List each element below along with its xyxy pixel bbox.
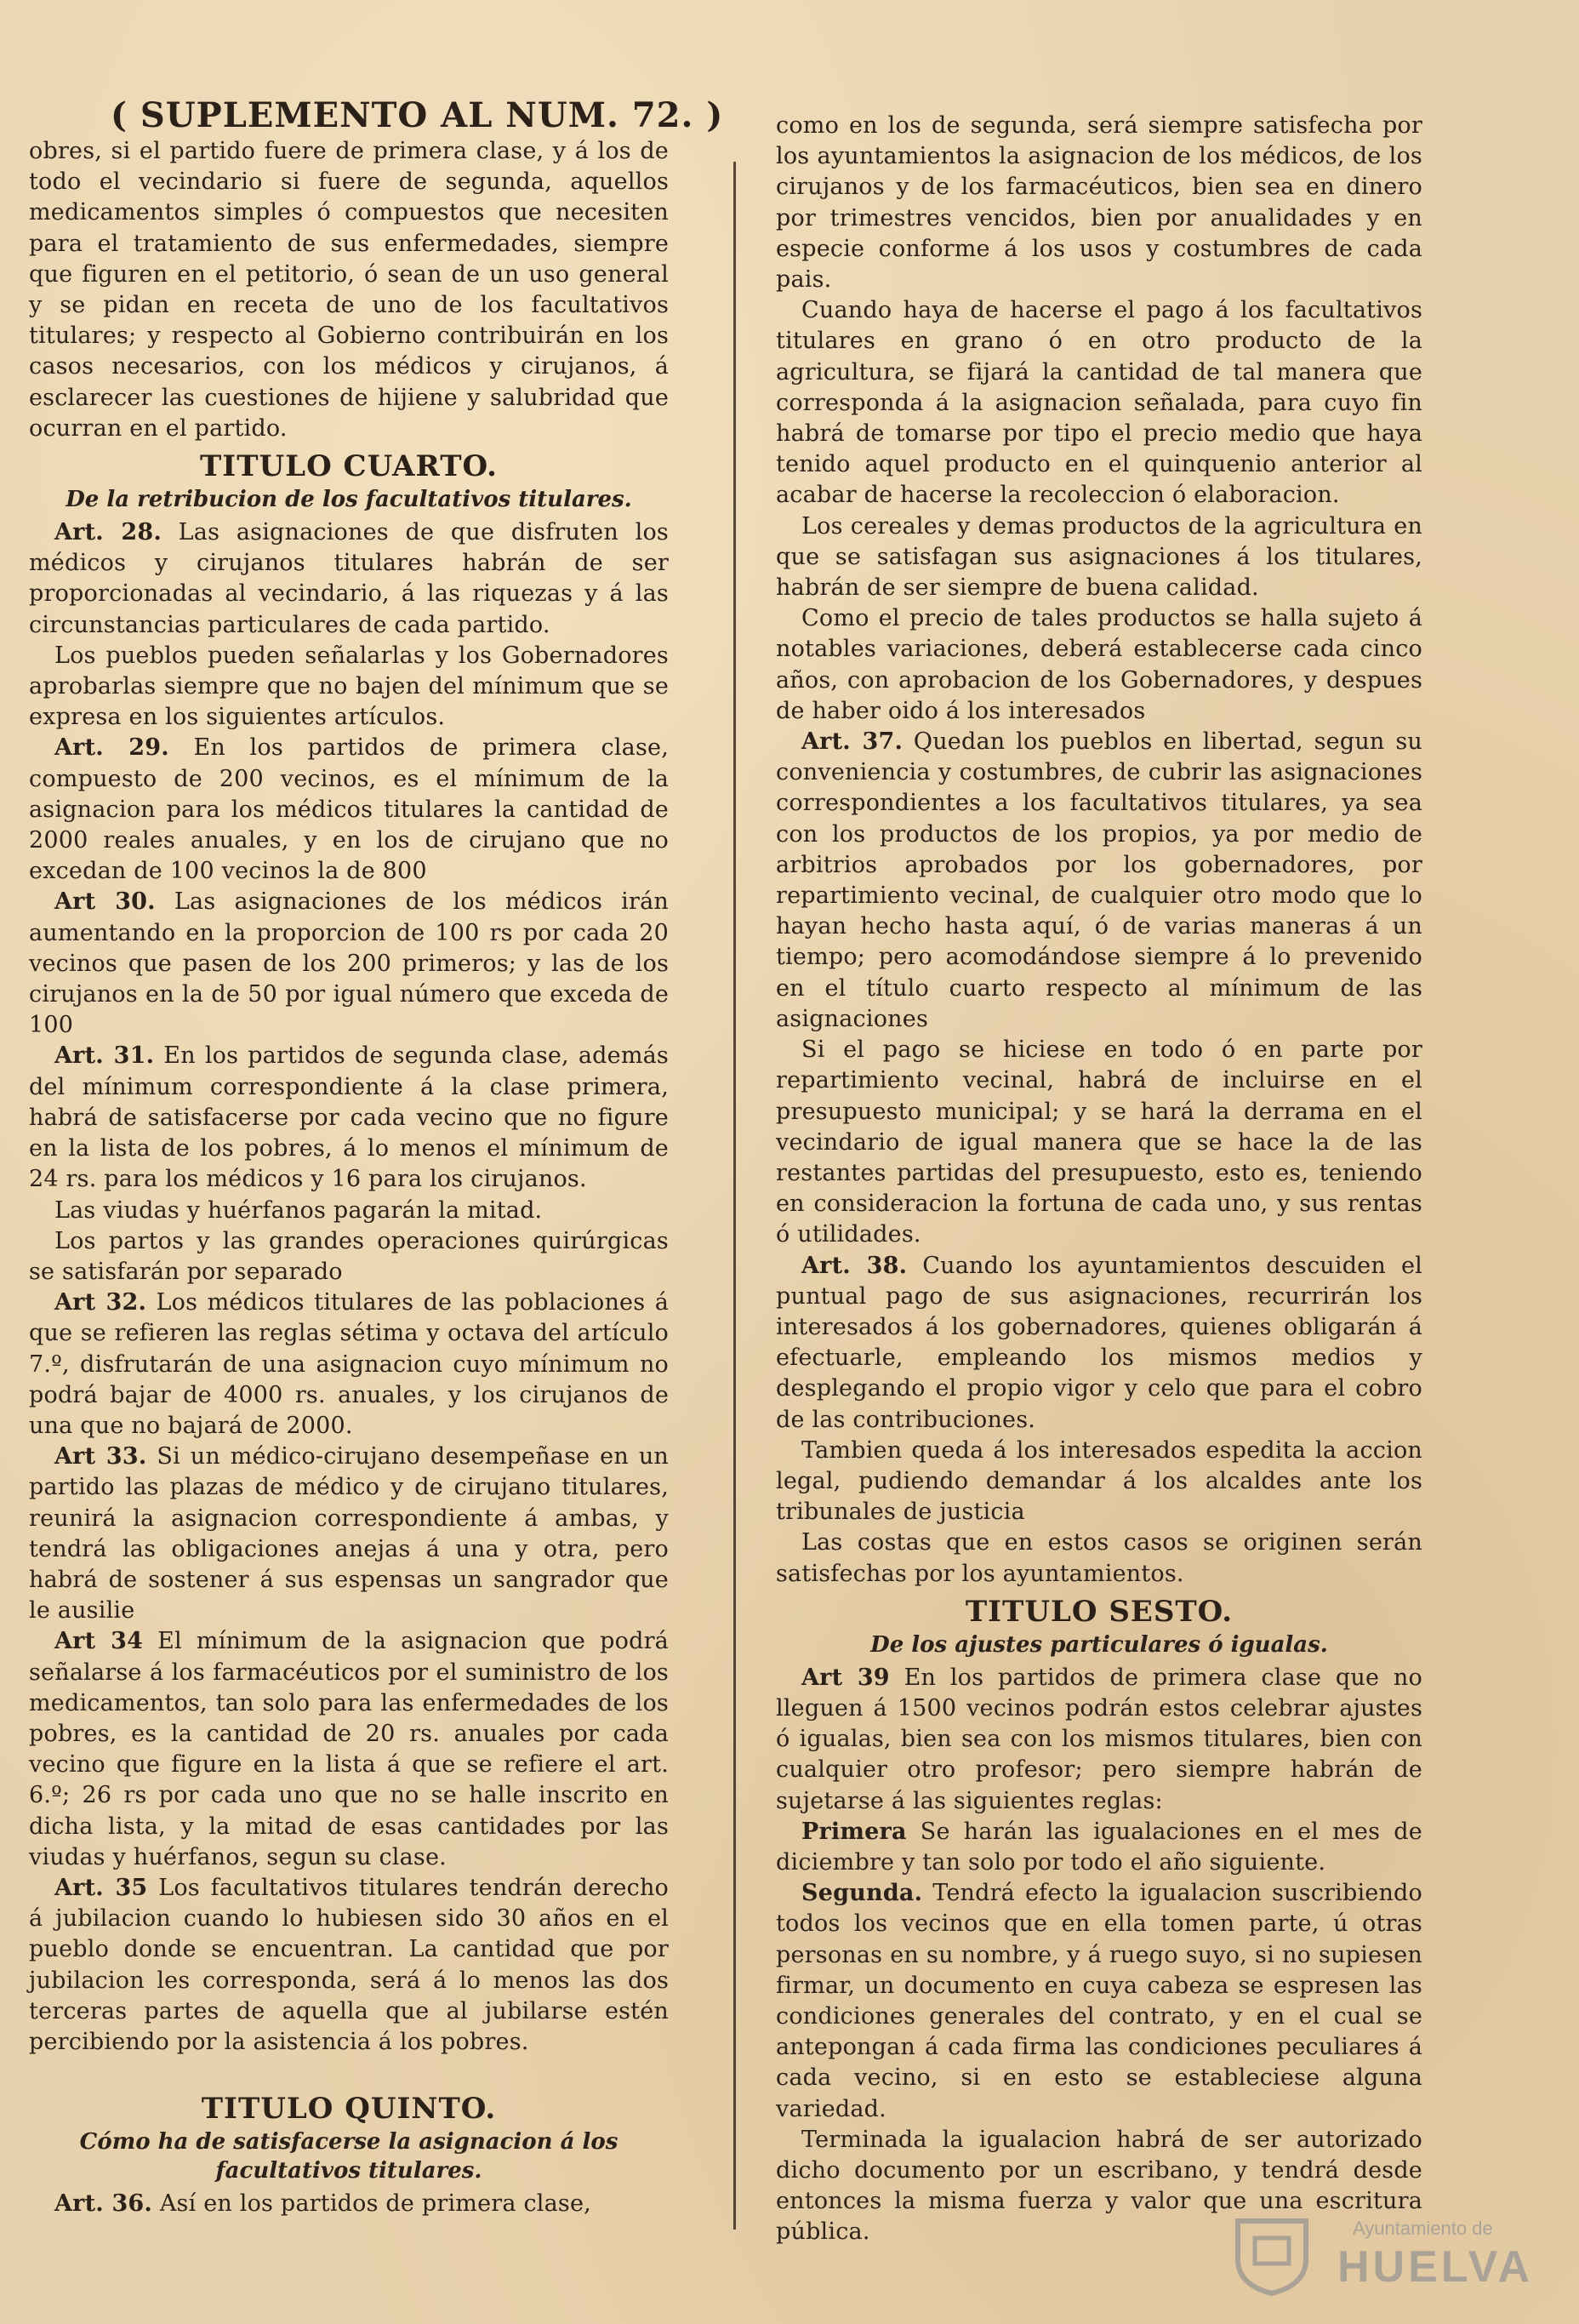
right-column [776, 111, 1422, 2248]
article-35 [29, 1873, 669, 2058]
article-34 [29, 1626, 669, 1873]
paragraph-intro-left: obres, si el partido fuere de primera clase, y á los de todo el vecindario si fuere de segunda, aquellos medicamentos simples ó compuestos que necesiten para el tratamiento de sus enfermedades, siempre que figuren en el petitorio, ó sean de un uso general y se pidan en receta de uno de los facultativos titulares; y respecto al Gobierno contribuirán en los casos necesarios, con los médicos y cirujanos, á esclarecer las cuestiones de hijiene y salubridad que ocurran en el partido. [29, 138, 669, 442]
paragraph-intro-right: como en los de segunda, será siempre satisfecha por los ayuntamientos la asignacion de los médicos, de los cirujanos y de los farmacéuticos, bien sea en dinero por trimestres vencidos, bien por anualidades y en especie conforme á los usos y costumbres de cada pais. [776, 112, 1422, 294]
paragraph-viudas: Las viudas y huérfanos pagarán la mitad. [54, 1196, 543, 1224]
article-33-text: Si un médico-cirujano desempeñase en un partido las plazas de médico y de cirujano titulares, reunirá la asignacion correspondiente á ambas, y tendrá las obligaciones anejas á una y otra, pero habrá de sostener á sus espensas un sangrador que le ausilie [29, 1443, 669, 1625]
rule-primera-text: Se harán las igualaciones en el mes de diciembre y tan solo por todo el año siguiente. [776, 1818, 1422, 1876]
column-divider [733, 162, 736, 2230]
article-38 [776, 1251, 1422, 1436]
rule-segunda-label: Segunda. [801, 1880, 923, 1907]
paragraph-precio: Como el precio de tales productos se halla sujeto á notables variaciones, deberá establecerse cada cinco años, con aprobacion de los Gobernadores, y despues de haber oido á los interesados [776, 605, 1422, 724]
rule-primera-label: Primera [801, 1818, 907, 1845]
paragraph-costas: Las costas que en estos casos se originen serán satisfechas por los ayuntamientos. [776, 1529, 1422, 1587]
article-37-label: Art. 37. [801, 728, 904, 756]
article-30-text: Las asignaciones de los médicos irán aumentando en la proporcion de 100 rs por cada 20 vecinos que pasen de los 200 primeros; y las de los cirujanos en la de 50 por igual número que exceda de 100 [29, 888, 669, 1039]
article-31-label: Art. 31. [54, 1042, 155, 1070]
title-titulo-cuarto: TITULO CUARTO. [200, 449, 498, 484]
paragraph-partos: Los partos y las grandes operaciones quirúrgicas se satisfarán por separado [29, 1227, 669, 1285]
left-column [29, 111, 669, 2219]
article-39 [776, 1663, 1422, 1817]
article-29-text: En los partidos de primera clase, compuesto de 200 vecinos, es el mínimum de la asignacion para los médicos titulares la cantidad de 2000 reales anuales, y en los de cirujano que no excedan de 100 vecinos la de 800 [29, 734, 669, 885]
article-36 [29, 2189, 669, 2219]
page-header: ( SUPLEMENTO AL NUM. 72. ) [111, 95, 724, 135]
article-32-text: Los médicos titulares de las poblaciones á que se refieren las reglas sétima y octava del artículo 7.º, disfrutarán de una asignacion cuyo mínimum no podrá bajar de 4000 rs. anuales, y los cirujanos de una que no bajará de 2000. [29, 1289, 670, 1439]
article-37 [776, 727, 1422, 1035]
article-30-label: Art 30. [54, 888, 156, 916]
article-29-label: Art. 29. [54, 734, 169, 762]
article-31-text: En los partidos de segunda clase, además del mínimum correspondiente á la clase primera, habrá de satisfacerse por cada vecino que no figure en la lista de los pobres, á lo menos el mínimum de 24 rs. para los médicos y 16 para los cirujanos. [29, 1042, 669, 1193]
watermark-small-text: Ayuntamiento de [1353, 2218, 1493, 2239]
city-crest-icon [1225, 2213, 1319, 2298]
article-33 [29, 1442, 669, 1626]
rule-primera [776, 1817, 1422, 1878]
article-39-label: Art 39 [801, 1664, 890, 1691]
title-titulo-quinto: TITULO QUINTO. [201, 2092, 497, 2127]
paragraph-terminada: Terminada la igualacion habrá de ser autorizado dicho documento por un escribano, y tendrá desde entonces la misma fuerza y valor que una escritura pública. [776, 2126, 1422, 2246]
article-28 [29, 517, 669, 641]
article-37-text: Quedan los pueblos en libertad, segun su conveniencia y costumbres, de cubrir las asignaciones correspondientes a los facultativos titulares, ya sea con los productos de los propios, ya por medio de arbitrios aprobados por los gobernadores, por repartimiento vecinal, de cualquier otro modo que lo hayan hecho hasta aquí, ó de varias maneras á un tiempo; pero acomodándose siempre á lo prevenido en el título cuarto respecto al mínimum de las asignaciones [776, 728, 1422, 1032]
paragraph-pago: Si el pago se hiciese en todo ó en parte por repartimiento vecinal, habrá de incluirse en el presupuesto municipal; y se hará la derrama en el vecindario de igual manera que se hace la de las restantes partidas del presupuesto, esto es, teniendo en consideracion la fortuna de cada uno, y sus rentas ó utilidades. [776, 1036, 1422, 1248]
article-30 [29, 887, 669, 1041]
rule-segunda-text: Tendrá efecto la igualacion suscribiendo todos los vecinos que en ella tomen parte, ú otras personas en su nombre, y á ruego suyo, si no supiesen firmar, un documento en cuya cabeza se espresen las condiciones generales del contrato, y en el cual se antepongan á cada firma las condiciones peculiares á cada vecino, si en esto se estableciese alguna variedad. [776, 1880, 1422, 2122]
article-38-text: Cuando los ayuntamientos descuiden el puntual pago de sus asignaciones, recurrirán los interesados á los gobernadores, quienes obligarán á efectuarle, empleando los mismos medios y desplegando el propio vigor y celo que para el cobro de las contribuciones. [776, 1252, 1422, 1433]
article-36-label: Art. 36. [54, 2190, 153, 2218]
article-32 [29, 1288, 669, 1442]
paragraph-tambien: Tambien queda á los interesados espedita la accion legal, pudiendo demandar á los alcaldes ante los tribunales de justicia [776, 1436, 1422, 1526]
article-38-label: Art. 38. [801, 1252, 908, 1279]
article-36-text: Así en los partidos de primera clase, [159, 2190, 591, 2218]
subtitle-titulo-quinto: Cómo ha de satisfacerse la asignacion á los facultativos titulares. [79, 2129, 618, 2184]
paragraph-pueblos: Los pueblos pueden señalarlas y los Gobernadores aprobarlas siempre que no bajen del mínimum que se expresa en los siguientes artículos. [29, 642, 669, 731]
article-35-text: Los facultativos titulares tendrán derecho á jubilacion cuando lo hubiesen sido 30 años en el pueblo donde se encuentran. La cantidad que por jubilacion les corresponda, será á lo menos las dos terceras partes de aquella que al jubilarse estén percibiendo por la asistencia á los pobres. [29, 1874, 669, 2055]
article-31 [29, 1041, 669, 1195]
paragraph-cereales: Los cereales y demas productos de la agricultura en que se satisfagan sus asignaciones á los titulares, habrán de ser siempre de buena calidad. [776, 512, 1422, 602]
rule-segunda [776, 1878, 1422, 2125]
watermark-big-text: HUELVA [1337, 2242, 1534, 2292]
article-35-label: Art. 35 [54, 1874, 148, 1901]
article-33-label: Art 33. [54, 1443, 147, 1470]
article-28-text: Las asignaciones de que disfruten los médicos y cirujanos titulares habrán de ser proporcionadas al vecindario, á las riquezas y á las circunstancias particulares de cada partido. [29, 519, 669, 638]
article-32-label: Art 32. [54, 1289, 147, 1316]
spacer [29, 2058, 669, 2087]
paragraph-grano: Cuando haya de hacerse el pago á los facultativos titulares en grano ó en otro producto de la agricultura, se fijará la cantidad de tal manera que corresponda á la asignacion señalada, para cuyo fin habrá de tomarse por tipo el precio medio que haya tenido aquel producto en el quinquenio anterior al acabar de hacerse la recoleccion ó elaboracion. [776, 297, 1422, 509]
article-39-text: En los partidos de primera clase que no lleguen á 1500 vecinos podrán estos celebrar ajustes ó igualas, bien sea con los mismos titulares, bien con cualquier otro profesor; pero siempre habrán de sujetarse á las siguientes reglas: [776, 1664, 1422, 1814]
archive-watermark [1225, 2213, 1534, 2298]
article-29 [29, 733, 669, 887]
title-titulo-sesto: TITULO SESTO. [965, 1594, 1234, 1629]
article-34-label: Art 34 [54, 1628, 144, 1655]
article-28-label: Art. 28. [54, 519, 162, 546]
article-34-text: El mínimum de la asignacion que podrá señalarse á los farmacéuticos por el suministro de los medicamentos, tan solo para las enfermedades de los pobres, es la cantidad de 20 rs. anuales por cada vecino que figure en la lista á que se refiere el art. 6.º; 26 rs por cada uno que no se halle inscrito en dicha lista, y la mitad de esas cantidades por las viudas y huérfanos, segun su clase. [29, 1628, 669, 1870]
subtitle-titulo-sesto: De los ajustes particulares ó igualas. [870, 1631, 1328, 1658]
subtitle-titulo-cuarto: De la retribucion de los facultativos titulares. [66, 487, 632, 513]
